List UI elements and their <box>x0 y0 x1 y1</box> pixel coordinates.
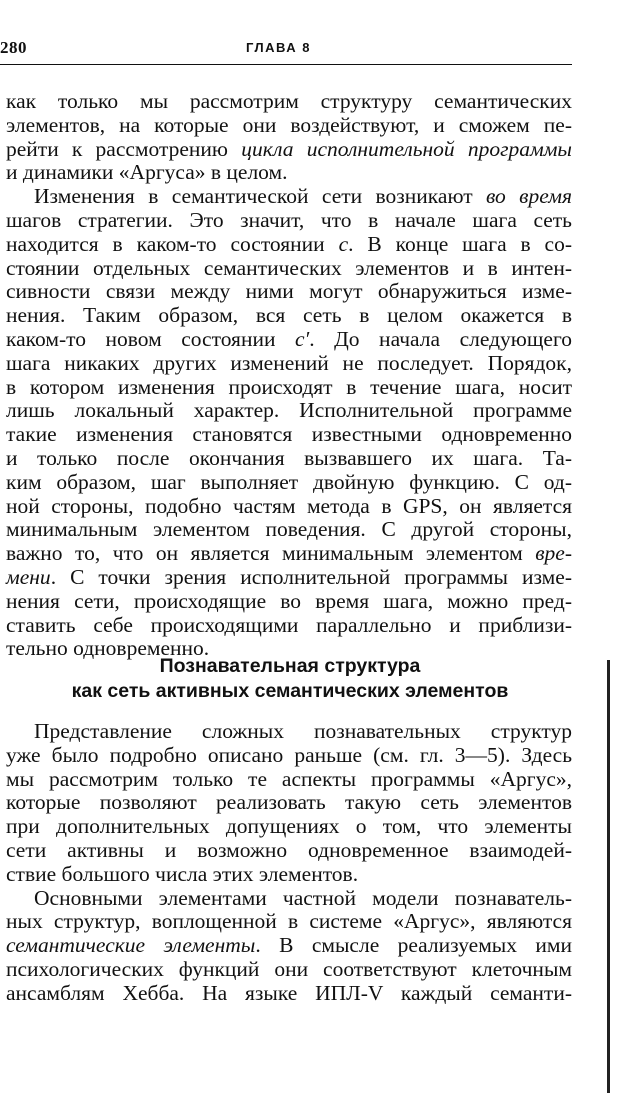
text-line <box>6 233 572 257</box>
text-run: каком-то новом состоянии <box>6 326 295 351</box>
italic-text: c′ <box>294 326 310 351</box>
text-line <box>6 839 572 863</box>
text-run: . В конце шага в со- <box>348 231 573 256</box>
text-run: шага никаких других изменений не последует. Порядок, <box>6 350 572 375</box>
text-line <box>6 209 572 233</box>
text-run: ствие большого числа этих элементов. <box>6 861 359 886</box>
text-run: лишь локальный характер. Исполнительной программе <box>6 398 572 423</box>
text-run: находится в каком-то состоянии <box>6 231 339 256</box>
text-run: сивности связи между ними могут обнаружиться изме- <box>6 279 572 304</box>
text-line <box>6 328 572 352</box>
text-line <box>6 863 572 887</box>
text-run: при дополнительных допущениях о том, что элементы <box>6 814 572 839</box>
text-line <box>6 495 572 519</box>
text-run: ной стороны, подобно частям метода в GPS, он является <box>6 493 572 518</box>
text-run: и динамики «Аргуса» в целом. <box>6 160 288 185</box>
text-line <box>6 257 572 281</box>
text-line <box>6 518 572 542</box>
text-run: элементов, на которые они воздействуют, и сможем пе- <box>6 112 572 137</box>
italic-text: мени <box>6 564 51 589</box>
text-line <box>6 542 572 566</box>
text-line <box>6 934 572 958</box>
paragraph-block-2 <box>6 720 572 1006</box>
text-run: Основными элементами частной модели познаватель- <box>34 885 572 910</box>
section-heading <box>0 654 580 704</box>
italic-text: семантические элементы <box>6 933 256 958</box>
page-header <box>0 38 572 60</box>
running-head: ГЛАВА 8 <box>246 40 312 55</box>
italic-text: вре- <box>535 541 572 566</box>
text-line <box>6 114 572 138</box>
text-run: . С точки зрения исполнительной программы изме- <box>50 564 572 589</box>
section-heading-line-1: Познавательная структура <box>159 655 421 677</box>
text-line <box>6 90 572 114</box>
text-run: тельно одновременно. <box>6 636 210 661</box>
paragraph-block-1 <box>6 90 572 661</box>
text-line <box>6 376 572 400</box>
text-run: ных структур, воплощенной в системе «Аргус», являются <box>6 909 572 934</box>
text-run: мы рассмотрим только те аспекты программы «Аргус», <box>6 766 572 791</box>
text-line <box>6 138 572 162</box>
text-line <box>6 566 572 590</box>
text-run: уже было подробно описано раньше (см. гл. 3—5). Здесь <box>6 742 572 767</box>
text-line <box>6 590 572 614</box>
text-line <box>6 744 572 768</box>
text-run: . В смысле реализуемых ими <box>255 933 572 958</box>
text-run: важно то, что он является минимальным элементом <box>6 541 536 566</box>
text-line <box>6 471 572 495</box>
page-number: 280 <box>0 38 27 57</box>
text-run: ставить себе происходящими параллельно и приблизи- <box>6 612 572 637</box>
text-run: шагов стратегии. Это значит, что в начале шага сеть <box>6 207 572 232</box>
text-run: такие изменения становятся известными одновременно <box>6 422 572 447</box>
text-run: нения. Таким образом, вся сеть в целом окажется в <box>6 303 572 328</box>
text-line <box>6 910 572 934</box>
text-run: Изменения в семантической сети возникают <box>34 184 486 209</box>
text-line <box>6 791 572 815</box>
text-run: психологических функций они соответствуют клеточным <box>6 956 572 981</box>
text-line <box>6 768 572 792</box>
text-line <box>6 447 572 471</box>
section-heading-line-2: как сеть активных семантических элементов <box>71 680 509 702</box>
page-edge-mark <box>607 660 610 1093</box>
header-rule <box>0 64 572 65</box>
text-run: рейти к рассмотрению <box>6 136 242 161</box>
text-run: которые позволяют реализовать такую сеть элементов <box>6 790 572 815</box>
italic-text: во время <box>486 184 572 209</box>
text-line <box>6 614 572 638</box>
text-line <box>6 958 572 982</box>
text-line <box>6 815 572 839</box>
text-run: и только после окончания вызвавшего их шага. Та- <box>6 445 572 470</box>
text-line <box>6 720 572 744</box>
text-run: в котором изменения происходят в течение шага, носит <box>6 374 572 399</box>
italic-text: цикла исполнительной программы <box>241 136 572 161</box>
text-line <box>6 982 572 1006</box>
text-line <box>6 423 572 447</box>
text-run: как только мы рассмотрим структуру семантических <box>6 89 572 113</box>
text-run: ансамблям Хебба. На языке ИПЛ-V каждый семанти- <box>6 980 572 1005</box>
text-run: сети активны и возможно одновременное взаимодей- <box>6 837 572 862</box>
text-line <box>6 352 572 376</box>
text-line <box>6 185 572 209</box>
text-line <box>6 887 572 911</box>
text-run: нения сети, происходящие во время шага, можно пред- <box>6 588 572 613</box>
text-line <box>6 161 572 185</box>
text-run: минимальным элементом поведения. С другой стороны, <box>6 517 572 542</box>
text-line <box>6 280 572 304</box>
text-line <box>6 304 572 328</box>
text-run: . До начала следующего <box>309 326 572 351</box>
text-line <box>6 399 572 423</box>
text-run: Представление сложных познавательных структур <box>34 719 572 743</box>
text-run: стоянии отдельных семантических элементов и в интен- <box>6 255 572 280</box>
text-run: ким образом, шаг выполняет двойную функцию. С од- <box>6 469 572 494</box>
italic-text: c <box>338 231 349 256</box>
